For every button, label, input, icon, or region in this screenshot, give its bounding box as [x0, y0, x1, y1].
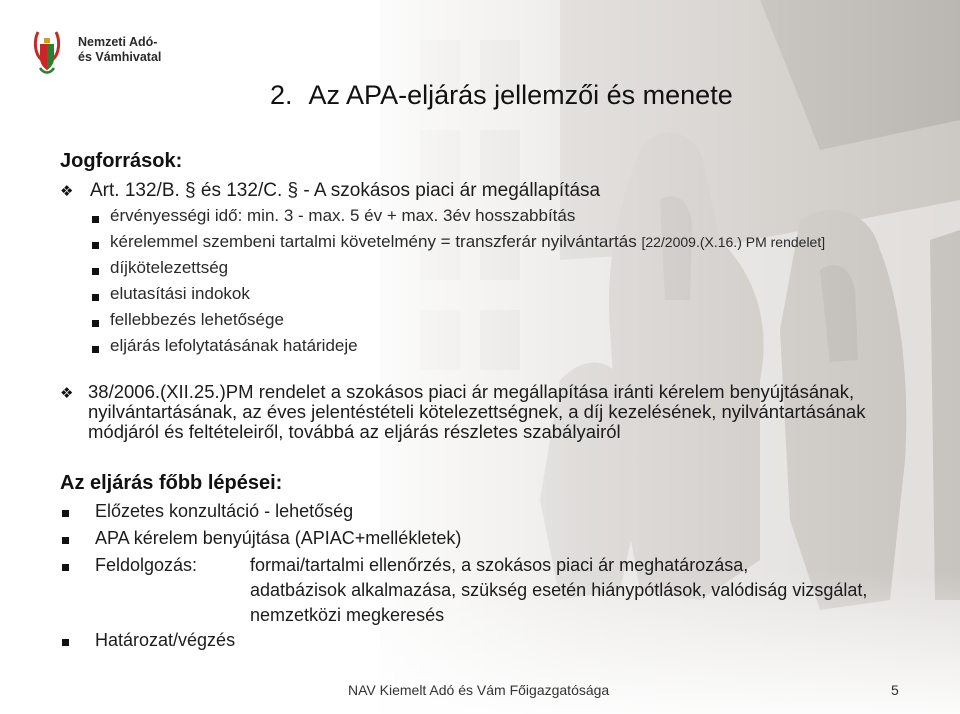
nav-logo — [26, 28, 166, 78]
decree-line: 38/2006.(XII.25.)PM rendelet a szokásos piaci ár megállapítása iránti kérelem benyújtásának, — [88, 381, 855, 402]
source-sub-item: érvényességi idő: min. 3 - max. 5 év + max. 3év hosszabbítás — [110, 206, 576, 225]
decree-reference: [22/2009.(X.16.) PM rendelet] — [641, 234, 826, 250]
art-item-text: Art. 132/B. § és 132/C. § - A szokásos piaci ár megállapítása — [90, 180, 601, 201]
square-bullet-icon — [92, 294, 99, 301]
logo-line2: és Vámhivatal — [78, 50, 162, 64]
step-item: Határozat/végzés — [95, 630, 236, 650]
diamond-bullet-icon: ❖ — [60, 183, 74, 200]
decree-line: módjáról és feltételeiről, továbbá az eljárás részletes szabályairól — [88, 421, 621, 442]
step-item: Feldolgozás: — [95, 555, 198, 575]
source-sub-item: díjkötelezettség — [110, 258, 229, 277]
square-bullet-icon — [62, 537, 69, 544]
coat-of-arms-icon — [26, 28, 68, 78]
title-text: Az APA-eljárás jellemzői és menete — [308, 80, 733, 110]
footer-text: NAV Kiemelt Adó és Vám Főigazgatósága — [348, 682, 610, 698]
art-item — [60, 180, 600, 202]
square-bullet-icon — [92, 320, 99, 327]
square-bullet-icon — [92, 268, 99, 275]
source-sub-item: elutasítási indokok — [110, 284, 250, 303]
square-bullet-icon — [62, 639, 69, 646]
square-bullet-icon — [92, 346, 99, 353]
square-bullet-icon — [92, 242, 99, 249]
processing-detail: formai/tartalmi ellenőrzés, a szokásos piaci ár meghatározása, — [250, 555, 749, 575]
decree-line: nyilvántartásának, az éves jelentéstételi kötelezettségnek, a díj kezelésének, nyilvántartásának — [88, 401, 866, 422]
title-number: 2. — [270, 80, 293, 110]
diamond-bullet-icon: ❖ — [60, 385, 74, 402]
source-sub-item: eljárás lefolytatásának határideje — [110, 336, 358, 355]
step-item: Előzetes konzultáció - lehetőség — [95, 501, 354, 521]
square-bullet-icon — [92, 216, 99, 223]
processing-detail: nemzetközi megkeresés — [250, 605, 445, 625]
source-sub-item: fellebbezés lehetősége — [110, 310, 284, 329]
slide-title — [270, 80, 733, 111]
square-bullet-icon — [62, 564, 69, 571]
step-item: APA kérelem benyújtása (APIAC+mellékletek) — [95, 528, 462, 548]
square-bullet-icon — [62, 510, 69, 517]
processing-detail: adatbázisok alkalmazása, szükség esetén hiánypótlások, valódiság vizsgálat, — [250, 580, 868, 600]
decree-paragraph — [88, 382, 948, 442]
steps-heading: Az eljárás főbb lépései: — [60, 472, 283, 494]
logo-text — [78, 35, 161, 65]
page-number: 5 — [891, 682, 899, 698]
sources-heading: Jogforrások: — [60, 150, 183, 172]
logo-line1: Nemzeti Adó- — [78, 35, 158, 49]
decree-bullet — [60, 382, 90, 404]
source-sub-item: kérelemmel szembeni tartalmi követelmény = transzferár nyilvántartás [22/2009.(X.16.) PM rendelet] — [110, 232, 826, 251]
